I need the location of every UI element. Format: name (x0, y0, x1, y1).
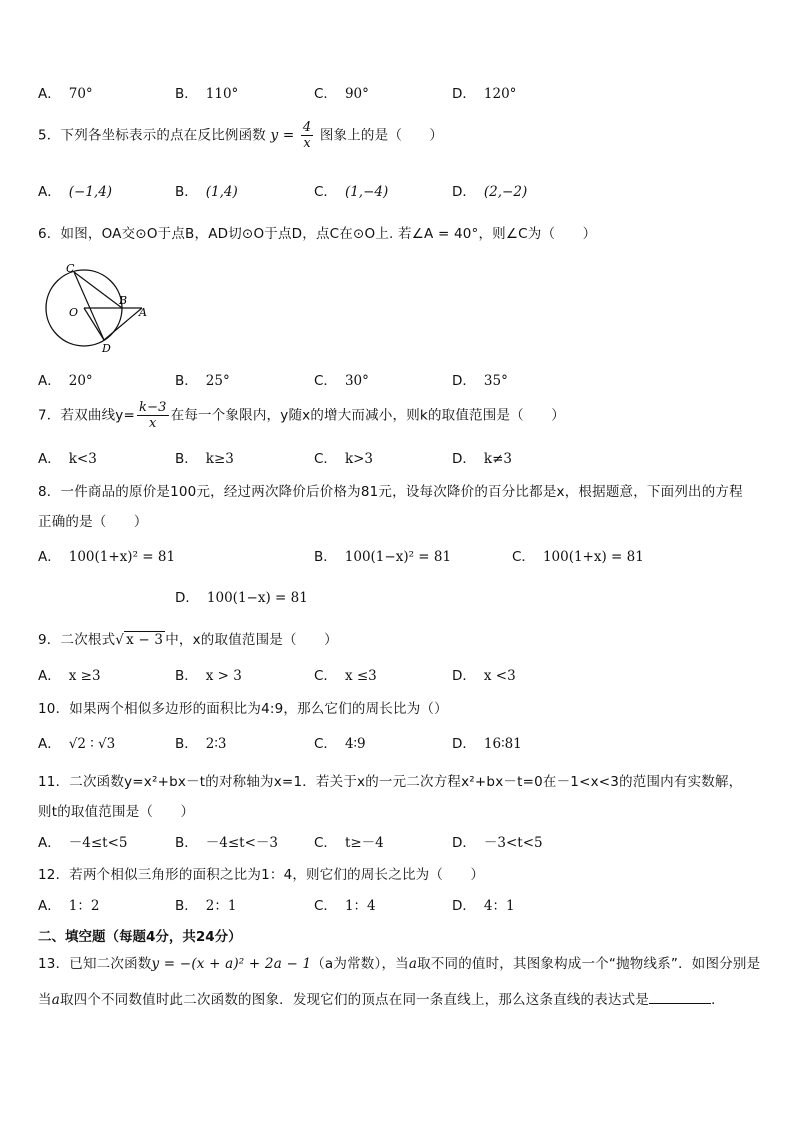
q12-option-b[interactable]: B． 2：1 (175, 898, 237, 914)
q7-stem: 7．若双曲线y= $\frac{k-3}{x}$ 在每一个象限内，y随x的增大而减小，则k的取值范围是（ ） (38, 400, 565, 431)
q13-answer-blank[interactable] (649, 991, 711, 1004)
q6-option-a[interactable]: A． 20° (38, 373, 93, 389)
q8-option-c[interactable]: C． 100(1+x) = 81 (512, 549, 644, 565)
segment-od (84, 308, 104, 340)
q4-option-b[interactable]: B． 110° (175, 86, 239, 102)
q7-options (38, 447, 758, 469)
segment-cd (74, 272, 104, 340)
label-d: D (102, 342, 111, 354)
q9-stem: 9．二次根式√ x − 3 中，x的取值范围是（ ） (38, 632, 338, 648)
q4-options (38, 82, 758, 104)
q5-option-d[interactable]: D． (2,−2) (452, 184, 528, 200)
q11-option-d[interactable]: D． －3<t<5 (452, 835, 543, 851)
q10-option-b[interactable]: B． 2∶3 (175, 736, 227, 752)
q12-option-c[interactable]: C． 1：4 (314, 898, 376, 914)
q8-options-row2 (38, 586, 758, 608)
q5-option-a[interactable]: A． (−1,4) (38, 184, 113, 200)
q5-stem: 5．下列各坐标表示的点在反比例函数 y = $\frac{4}{x}$ 图象上的是（ ） (38, 120, 444, 151)
q9-sqrt: √ x − 3 (115, 632, 164, 648)
q6-option-b[interactable]: B． 25° (175, 373, 230, 389)
q11-option-b[interactable]: B． －4≤t<－3 (175, 835, 278, 851)
q9-options (38, 664, 758, 686)
q6-option-d[interactable]: D． 35° (452, 373, 508, 389)
segment-ad (104, 308, 142, 340)
q12-option-d[interactable]: D． 4：1 (452, 898, 515, 914)
q11-option-a[interactable]: A． －4≤t<5 (38, 835, 128, 851)
q7-fraction: $\frac{k-3}{x}$ (139, 400, 167, 431)
q12-stem: 12．若两个相似三角形的面积之比为1：4，则它们的周长之比为（ ） (38, 867, 485, 883)
q5-option-b[interactable]: B． (1,4) (175, 184, 238, 200)
q7-option-b[interactable]: B． k≥3 (175, 451, 234, 467)
q7-option-c[interactable]: C． k>3 (314, 451, 374, 467)
q5-options (38, 180, 758, 202)
q11-options (38, 831, 758, 853)
q4-option-d[interactable]: D． 120° (452, 86, 517, 102)
q6-option-c[interactable]: C． 30° (314, 373, 369, 389)
label-c: C (66, 262, 75, 275)
label-a: A (139, 306, 147, 319)
label-o: O (69, 306, 79, 319)
q10-option-c[interactable]: C． 4∶9 (314, 736, 366, 752)
q5-option-c[interactable]: C． (1,−4) (314, 184, 389, 200)
q9-option-d[interactable]: D． x <3 (452, 668, 516, 684)
q9-option-a[interactable]: A． x ≥3 (38, 668, 101, 684)
q9-option-c[interactable]: C． x ≤3 (314, 668, 377, 684)
q13-line1: 13．已知二次函数y = −(x + a)² + 2a − 1（a为常数），当a取不同的值时，其图象构成一个“抛物线系”．如图分别是 (38, 956, 761, 972)
q7-option-d[interactable]: D． k≠3 (452, 451, 512, 467)
q4-option-c[interactable]: C． 90° (314, 86, 369, 102)
q9-option-b[interactable]: B． x > 3 (175, 668, 242, 684)
q7-option-a[interactable]: A． k<3 (38, 451, 97, 467)
q12-options (38, 894, 758, 916)
q6-options (38, 369, 758, 391)
q10-option-d[interactable]: D． 16∶81 (452, 736, 522, 752)
q4-option-a[interactable]: A． 70° (38, 86, 93, 102)
segment-cb (74, 272, 122, 308)
q8-option-d[interactable]: D． 100(1−x) = 81 (175, 590, 308, 606)
q8-stem-line2: 正确的是（ ） (38, 514, 148, 530)
q8-options-row1 (38, 545, 758, 567)
label-b: B (119, 294, 128, 307)
q13-line2: 当a取四个不同数值时此二次函数的图象．发现它们的顶点在同一条直线上，那么这条直线的表达式是 ． (38, 992, 725, 1008)
q8-option-a[interactable]: A． 100(1+x)² = 81 (38, 549, 176, 565)
section-title: 二、填空题（每题4分，共24分） (38, 929, 242, 945)
q11-stem-line2: 则t的取值范围是（ ） (38, 804, 195, 820)
q6-stem: 6．如图，OA交⊙O于点B，AD切⊙O于点D，点C在⊙O上. 若∠A = 40°，则∠C为（ ） (38, 226, 597, 242)
q8-stem-line1: 8．一件商品的原价是100元，经过两次降价后价格为81元，设每次降价的百分比都是x，根据题意，下面列出的方程 (38, 484, 743, 500)
q12-option-a[interactable]: A． 1：2 (38, 898, 100, 914)
q10-stem: 10．如果两个相似多边形的面积比为4:9，那么它们的周长比为（） (38, 701, 448, 717)
q8-option-b[interactable]: B． 100(1−x)² = 81 (314, 549, 452, 565)
q11-stem-line1: 11．二次函数y=x²+bx－t的对称轴为x=1．若关于x的一元二次方程x²+bx－t=0在－1<x<3的范围内有实数解， (38, 774, 743, 790)
q6-circle-figure (38, 258, 158, 354)
q10-option-a[interactable]: A． √2 ∶ √3 (38, 736, 116, 752)
q11-option-c[interactable]: C． t≥－4 (314, 835, 384, 851)
q10-options (38, 732, 758, 754)
q5-fraction: $\frac{4}{x}$ (302, 120, 312, 151)
